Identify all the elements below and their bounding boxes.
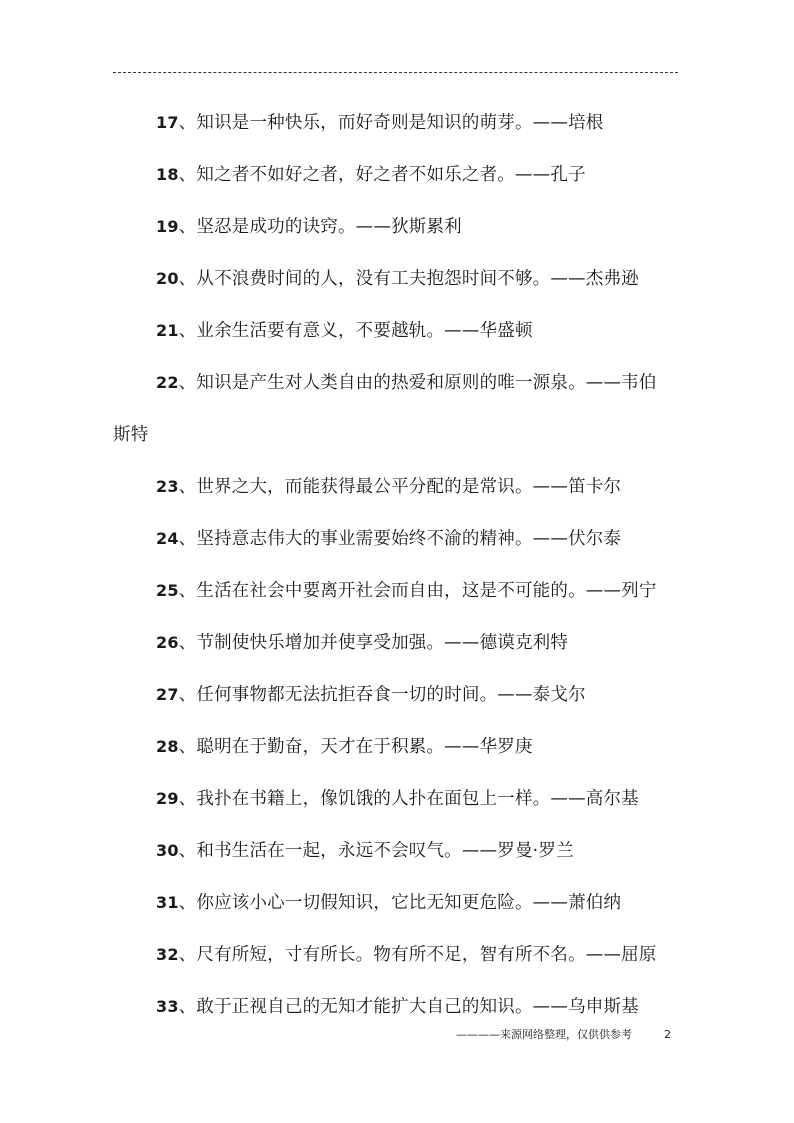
- quote-text: 、坚持意志伟大的事业需要始终不渝的精神。——伏尔泰: [178, 529, 622, 549]
- quote-text-continuation: 斯特: [113, 425, 149, 445]
- quote-number: 17: [156, 113, 179, 132]
- quote-line-18: [156, 164, 586, 186]
- quote-text: 、知识是一种快乐，而好奇则是知识的萌芽。——培根: [178, 113, 604, 133]
- quote-number: 20: [156, 269, 179, 288]
- quote-text: 、生活在社会中要离开社会而自由，这是不可能的。——列宁: [178, 581, 657, 601]
- quote-line-28: [156, 736, 533, 758]
- quote-line-30: [156, 840, 574, 862]
- quote-line-29: [156, 788, 639, 810]
- quote-number: 22: [156, 373, 179, 392]
- quote-line-20: [156, 268, 639, 290]
- quote-line-21: [156, 320, 533, 342]
- quote-text: 、节制使快乐增加并使享受加强。——德谟克利特: [178, 633, 569, 653]
- quote-text: 、业余生活要有意义，不要越轨。——华盛顿: [178, 321, 533, 341]
- quote-number: 31: [156, 893, 179, 912]
- footer-source-note: ————来源网络整理，仅供供参考: [456, 1028, 632, 1041]
- quote-number: 32: [156, 945, 179, 964]
- quote-text: 、你应该小心一切假知识，它比无知更危险。——萧伯纳: [178, 893, 622, 913]
- quote-number: 29: [156, 789, 179, 808]
- quote-text: 、从不浪费时间的人，没有工夫抱怨时间不够。——杰弗逊: [178, 269, 639, 289]
- quote-line-25: [156, 580, 657, 602]
- quote-number: 27: [156, 685, 179, 704]
- quote-text: 、知之者不如好之者，好之者不如乐之者。——孔子: [178, 165, 586, 185]
- quote-text: 、尺有所短，寸有所长。物有所不足，智有所不名。——屈原: [178, 945, 657, 965]
- quote-text: 、聪明在于勤奋，天才在于积累。——华罗庚: [178, 737, 533, 757]
- quote-number: 25: [156, 581, 179, 600]
- quote-line-33: [156, 996, 639, 1018]
- quote-line-19: [156, 216, 462, 238]
- quote-number: 21: [156, 321, 179, 340]
- quote-number: 24: [156, 529, 179, 548]
- quote-text: 、知识是产生对人类自由的热爱和原则的唯一源泉。——韦伯: [178, 373, 657, 393]
- quote-number: 33: [156, 997, 179, 1016]
- quote-number: 28: [156, 737, 179, 756]
- header-dashed-rule: [113, 72, 678, 73]
- quote-number: 26: [156, 633, 179, 652]
- quote-number: 30: [156, 841, 179, 860]
- quote-text: 、我扑在书籍上，像饥饿的人扑在面包上一样。——高尔基: [178, 789, 639, 809]
- quote-line-31: [156, 892, 621, 914]
- quote-line-26: [156, 632, 568, 654]
- quote-text: 、世界之大，而能获得最公平分配的是常识。——笛卡尔: [178, 477, 622, 497]
- quote-line-23: [156, 476, 621, 498]
- page-number: 2: [664, 1028, 671, 1041]
- quote-text: 、坚忍是成功的诀窍。——狄斯累利: [178, 217, 462, 237]
- quote-line-17: [156, 112, 603, 134]
- quote-number: 18: [156, 165, 179, 184]
- quote-line-32: [156, 944, 657, 966]
- quote-line-22-continuation: [113, 424, 148, 446]
- quote-line-27: [156, 684, 586, 706]
- quote-text: 、敢于正视自己的无知才能扩大自己的知识。——乌申斯基: [178, 997, 639, 1017]
- quote-text: 、和书生活在一起，永远不会叹气。——罗曼·罗兰: [178, 841, 574, 861]
- quote-text: 、任何事物都无法抗拒吞食一切的时间。——泰戈尔: [178, 685, 586, 705]
- quote-number: 23: [156, 477, 179, 496]
- quote-number: 19: [156, 217, 179, 236]
- quote-line-24: [156, 528, 621, 550]
- quote-line-22: [156, 372, 657, 394]
